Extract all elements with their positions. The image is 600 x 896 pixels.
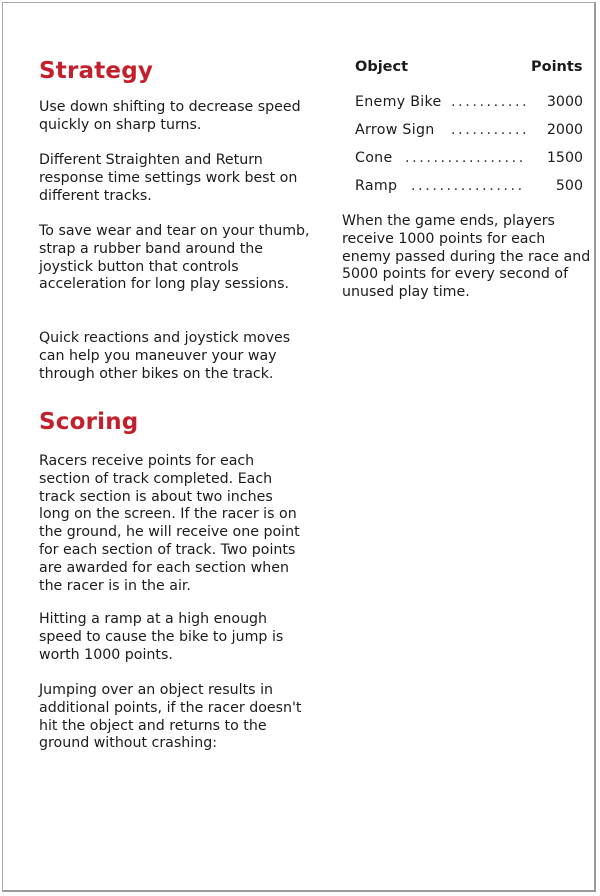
scoring-paragraph-2: Hitting a ramp at a high enough speed to cause the bike to jump is worth 1000 points. [39, 611, 284, 663]
strategy-paragraph-4: Quick reactions and joystick moves can help you maneuver your way through other bikes on the track. [39, 330, 291, 382]
score-row [355, 94, 583, 114]
score-leader-dots: ........... [451, 122, 530, 138]
score-leader-dots: ........... [451, 94, 530, 110]
strategy-paragraph-3: To save wear and tear on your thumb, strap a rubber band around the joystick button that controls acceleration for long play sessions. [39, 223, 310, 293]
strategy-heading: Strategy [39, 58, 154, 84]
game-end-note: When the game ends, players receive 1000 points for each enemy passed during the race and 5000 points for every second of unused play time. [342, 213, 591, 301]
table-header-points: Points [531, 59, 583, 75]
scoring-paragraph-1: Racers receive points for each section of track completed. Each track section is about two inches long on the screen. If the racer is on the ground, he will receive one point for each section of track. Two points are awarded for each section when the racer is in the air. [39, 453, 300, 594]
score-row [355, 150, 583, 170]
score-object: Arrow Sign [355, 122, 435, 138]
score-points: 3000 [546, 94, 583, 110]
score-row [355, 178, 583, 198]
strategy-paragraph-2: Different Straighten and Return response time settings work best on different tracks. [39, 152, 298, 204]
table-header-object: Object [355, 59, 409, 75]
score-object: Enemy Bike [355, 94, 442, 110]
strategy-paragraph-1: Use down shifting to decrease speed quickly on sharp turns. [39, 99, 301, 133]
score-points: 500 [555, 178, 583, 194]
score-points: 1500 [546, 150, 583, 166]
manual-page [2, 2, 596, 892]
scoring-heading: Scoring [39, 409, 139, 435]
score-points: 2000 [546, 122, 583, 138]
score-leader-dots: ................ [411, 178, 525, 194]
score-leader-dots: ................. [405, 150, 526, 166]
score-object: Cone [355, 150, 393, 166]
score-object: Ramp [355, 178, 398, 194]
score-row [355, 122, 583, 142]
scoring-paragraph-3: Jumping over an object results in additional points, if the racer doesn't hit the object and returns to the ground without crashing: [39, 682, 302, 752]
